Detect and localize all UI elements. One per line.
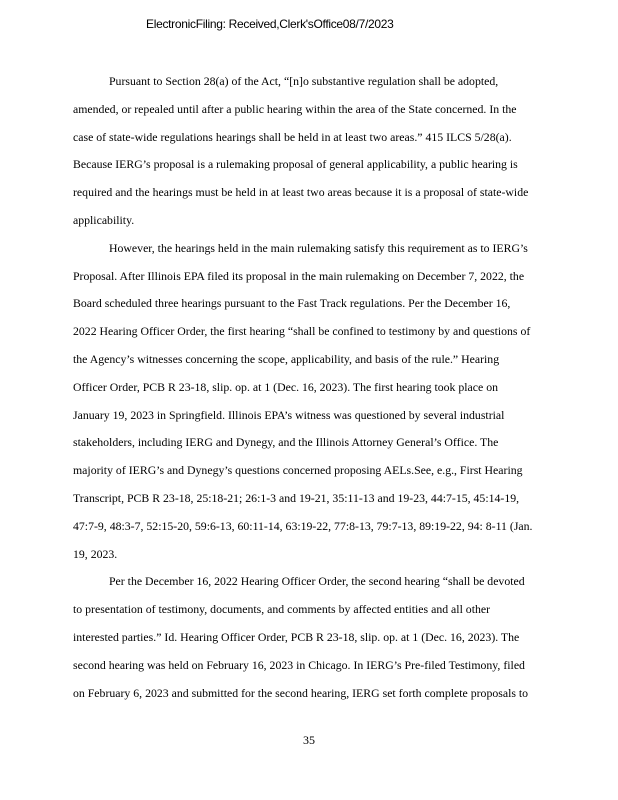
text-line: Board scheduled three hearings pursuant to the Fast Track regulations. Per the December 16, bbox=[73, 296, 511, 311]
text-line: 19, 2023. bbox=[73, 546, 118, 561]
text-line: Officer Order, PCB R 23-18, slip. op. at 1 (Dec. 16, 2023). The first hearing took place on bbox=[73, 379, 498, 394]
text-line: required and the hearings must be held in at least two areas because it is a proposal of state-wide bbox=[73, 185, 529, 200]
text-line: to presentation of testimony, documents, and comments by affected entities and all other bbox=[73, 602, 491, 617]
text-line: applicability. bbox=[73, 212, 135, 227]
paragraph-3 bbox=[73, 568, 543, 707]
text-line: Transcript, PCB R 23-18, 25:18-21; 26:1-3 and 19-21, 35:11-13 and 19-23, 44:7-15, 45:14-19, bbox=[73, 490, 520, 505]
text-line: Because IERG’s proposal is a rulemaking proposal of general applicability, a public hearing is bbox=[73, 157, 518, 172]
text-line: majority of IERG’s and Dynegy’s questions concerned proposing AELs.See, e.g., First Hearing bbox=[73, 463, 523, 478]
text-line: However, the hearings held in the main rulemaking satisfy this requirement as to IERG’s bbox=[109, 240, 528, 255]
page-number: 35 bbox=[303, 733, 315, 747]
text-line: second hearing was held on February 16, 2023 in Chicago. In IERG’s Pre-filed Testimony, filed bbox=[73, 657, 525, 672]
filing-stamp-header: ElectronicFiling: Received,Clerk'sOffice08/7/2023 bbox=[146, 17, 394, 31]
text-line: stakeholders, including IERG and Dynegy, and the Illinois Attorney General’s Office. The bbox=[73, 435, 499, 450]
text-line: amended, or repealed until after a public hearing within the area of the State concerned. In the bbox=[73, 101, 517, 116]
paragraph-1 bbox=[73, 68, 543, 235]
text-line: on February 6, 2023 and submitted for the second hearing, IERG set forth complete proposals to bbox=[73, 685, 529, 700]
body-text bbox=[73, 68, 543, 707]
text-line: interested parties.” Id. Hearing Officer Order, PCB R 23-18, slip. op. at 1 (Dec. 16, 2023). The bbox=[73, 629, 520, 644]
text-line: Pursuant to Section 28(a) of the Act, “[n]o substantive regulation shall be adopted, bbox=[109, 74, 499, 88]
text-line: Proposal. After Illinois EPA filed its proposal in the main rulemaking on December 7, 2022, the bbox=[73, 268, 525, 283]
text-line: Per the December 16, 2022 Hearing Officer Order, the second hearing “shall be devoted bbox=[109, 574, 525, 589]
text-line: 2022 Hearing Officer Order, the first hearing “shall be confined to testimony by and questions of bbox=[73, 324, 531, 339]
text-line: January 19, 2023 in Springfield. Illinois EPA’s witness was questioned by several industrial bbox=[73, 407, 505, 422]
text-line: case of state-wide regulations hearings shall be held in at least two areas.” 415 ILCS 5/28(a). bbox=[73, 129, 512, 144]
text-line: 47:7-9, 48:3-7, 52:15-20, 59:6-13, 60:11-14, 63:19-22, 77:8-13, 79:7-13, 89:19-22, 94: 8-11 (Jan. bbox=[73, 518, 533, 533]
text-line: the Agency’s witnesses concerning the scope, applicability, and basis of the rule.” Hearing bbox=[73, 351, 500, 366]
paragraph-2 bbox=[73, 235, 543, 569]
